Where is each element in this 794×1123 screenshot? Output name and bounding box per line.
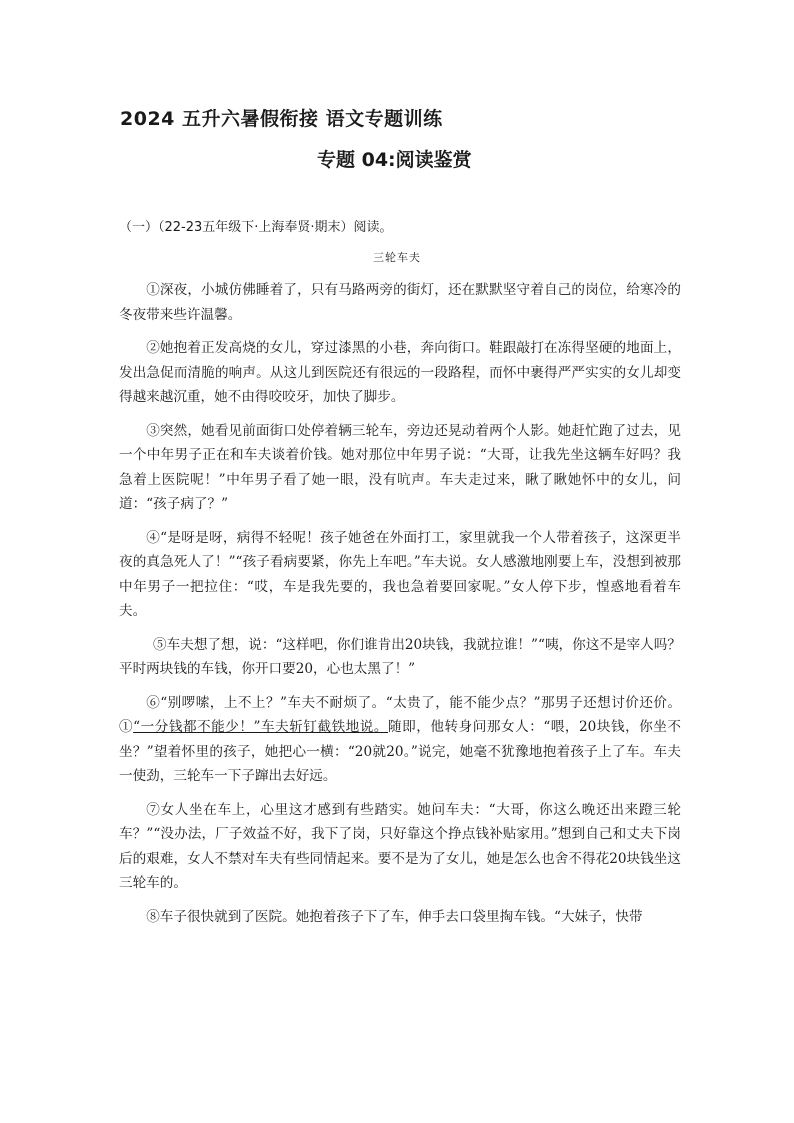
- story-title: 三轮车夫: [373, 251, 421, 264]
- paragraph-6: [119, 691, 681, 789]
- paragraph-6-part-a: ⑥“别啰嗦，上不上？”车夫不耐烦了。“太贵了，能不能少点？”那男子还想讨价还价。①: [119, 694, 681, 735]
- paragraph-7: ⑦女人坐在车上，心里这才感到有些踏实。她问车夫：“大哥，你这么晚还出来蹬三轮车？”“没办法，厂子效益不好，我下了岗，只好靠这个挣点钱补贴家用。”想到自己和丈夫下岗后的艰难，女人不禁对车夫有些同情起来。要不是为了女儿，她是怎么也舍不得花20块钱坐这三轮车的。: [119, 801, 681, 891]
- document-title: 2024 五升六暑假衔接 语文专题训练: [120, 108, 443, 130]
- paragraph-4: ④“是呀是呀，病得不轻呢！孩子她爸在外面打工，家里就我一个人带着孩子，这深更半夜的真急死人了！”“孩子看病要紧，你先上车吧。”车夫说。女人感激地刚要上车，没想到被那中年男子一把拉住：“哎，车是我先要的，我也急着要回家呢。”女人停下步，惶惑地看着车夫。: [119, 529, 681, 619]
- paragraph-8: ⑧车子很快就到了医院。她抱着孩子下了车，伸手去口袋里掏车钱。“大妹子，快带: [146, 908, 643, 925]
- underlined-sentence: “一分钱都不能少！”车夫斩钉截铁地说。: [133, 719, 389, 735]
- paragraph-5: ⑤车夫想了想，说：“这样吧，你们谁肯出20块钱，我就拉谁！”“咦，你这不是宰人吗？平时两块钱的车钱，你开口要20，心也太黑了！”: [119, 636, 681, 677]
- paragraph-3: ③突然，她看见前面街口处停着辆三轮车，旁边还晃动着两个人影。她赶忙跑了过去，见一个中年男子正在和车夫谈着价钱。她对那位中年男子说：“大哥，让我先坐这辆车好吗？我急着上医院呢！”中年男子看了她一眼，没有吭声。车夫走过来，瞅了瞅她怀中的女儿，问道：“孩子病了？”: [119, 422, 681, 512]
- paragraph-2: ②她抱着正发高烧的女儿，穿过漆黑的小巷，奔向街口。鞋跟敲打在冻得坚硬的地面上，发出急促而清脆的响声。从这儿到医院还有很远的一段路程，而怀中裹得严严实实的女儿却变得越来越沉重，她不由得咬咬牙，加快了脚步。: [119, 340, 681, 405]
- paragraph-6-part-b: 随即，他转身问那女人：“喂，20块钱，你坐不坐？”望着怀里的孩子，她把心一横：“20就20。”说完，她毫不犹豫地抱着孩子上了车。车夫一使劲，三轮车一下子蹿出去好远。: [119, 719, 682, 784]
- story-body: [119, 278, 681, 938]
- paragraph-1: ①深夜，小城仿佛睡着了，只有马路两旁的街灯，还在默默坚守着自己的岗位，给寒冷的冬夜带来些许温馨。: [119, 282, 681, 323]
- document-subtitle: 专题 04:阅读鉴赏: [317, 149, 472, 171]
- section-heading: （一）（22-23五年级下·上海奉贤·期末）阅读。: [119, 220, 393, 235]
